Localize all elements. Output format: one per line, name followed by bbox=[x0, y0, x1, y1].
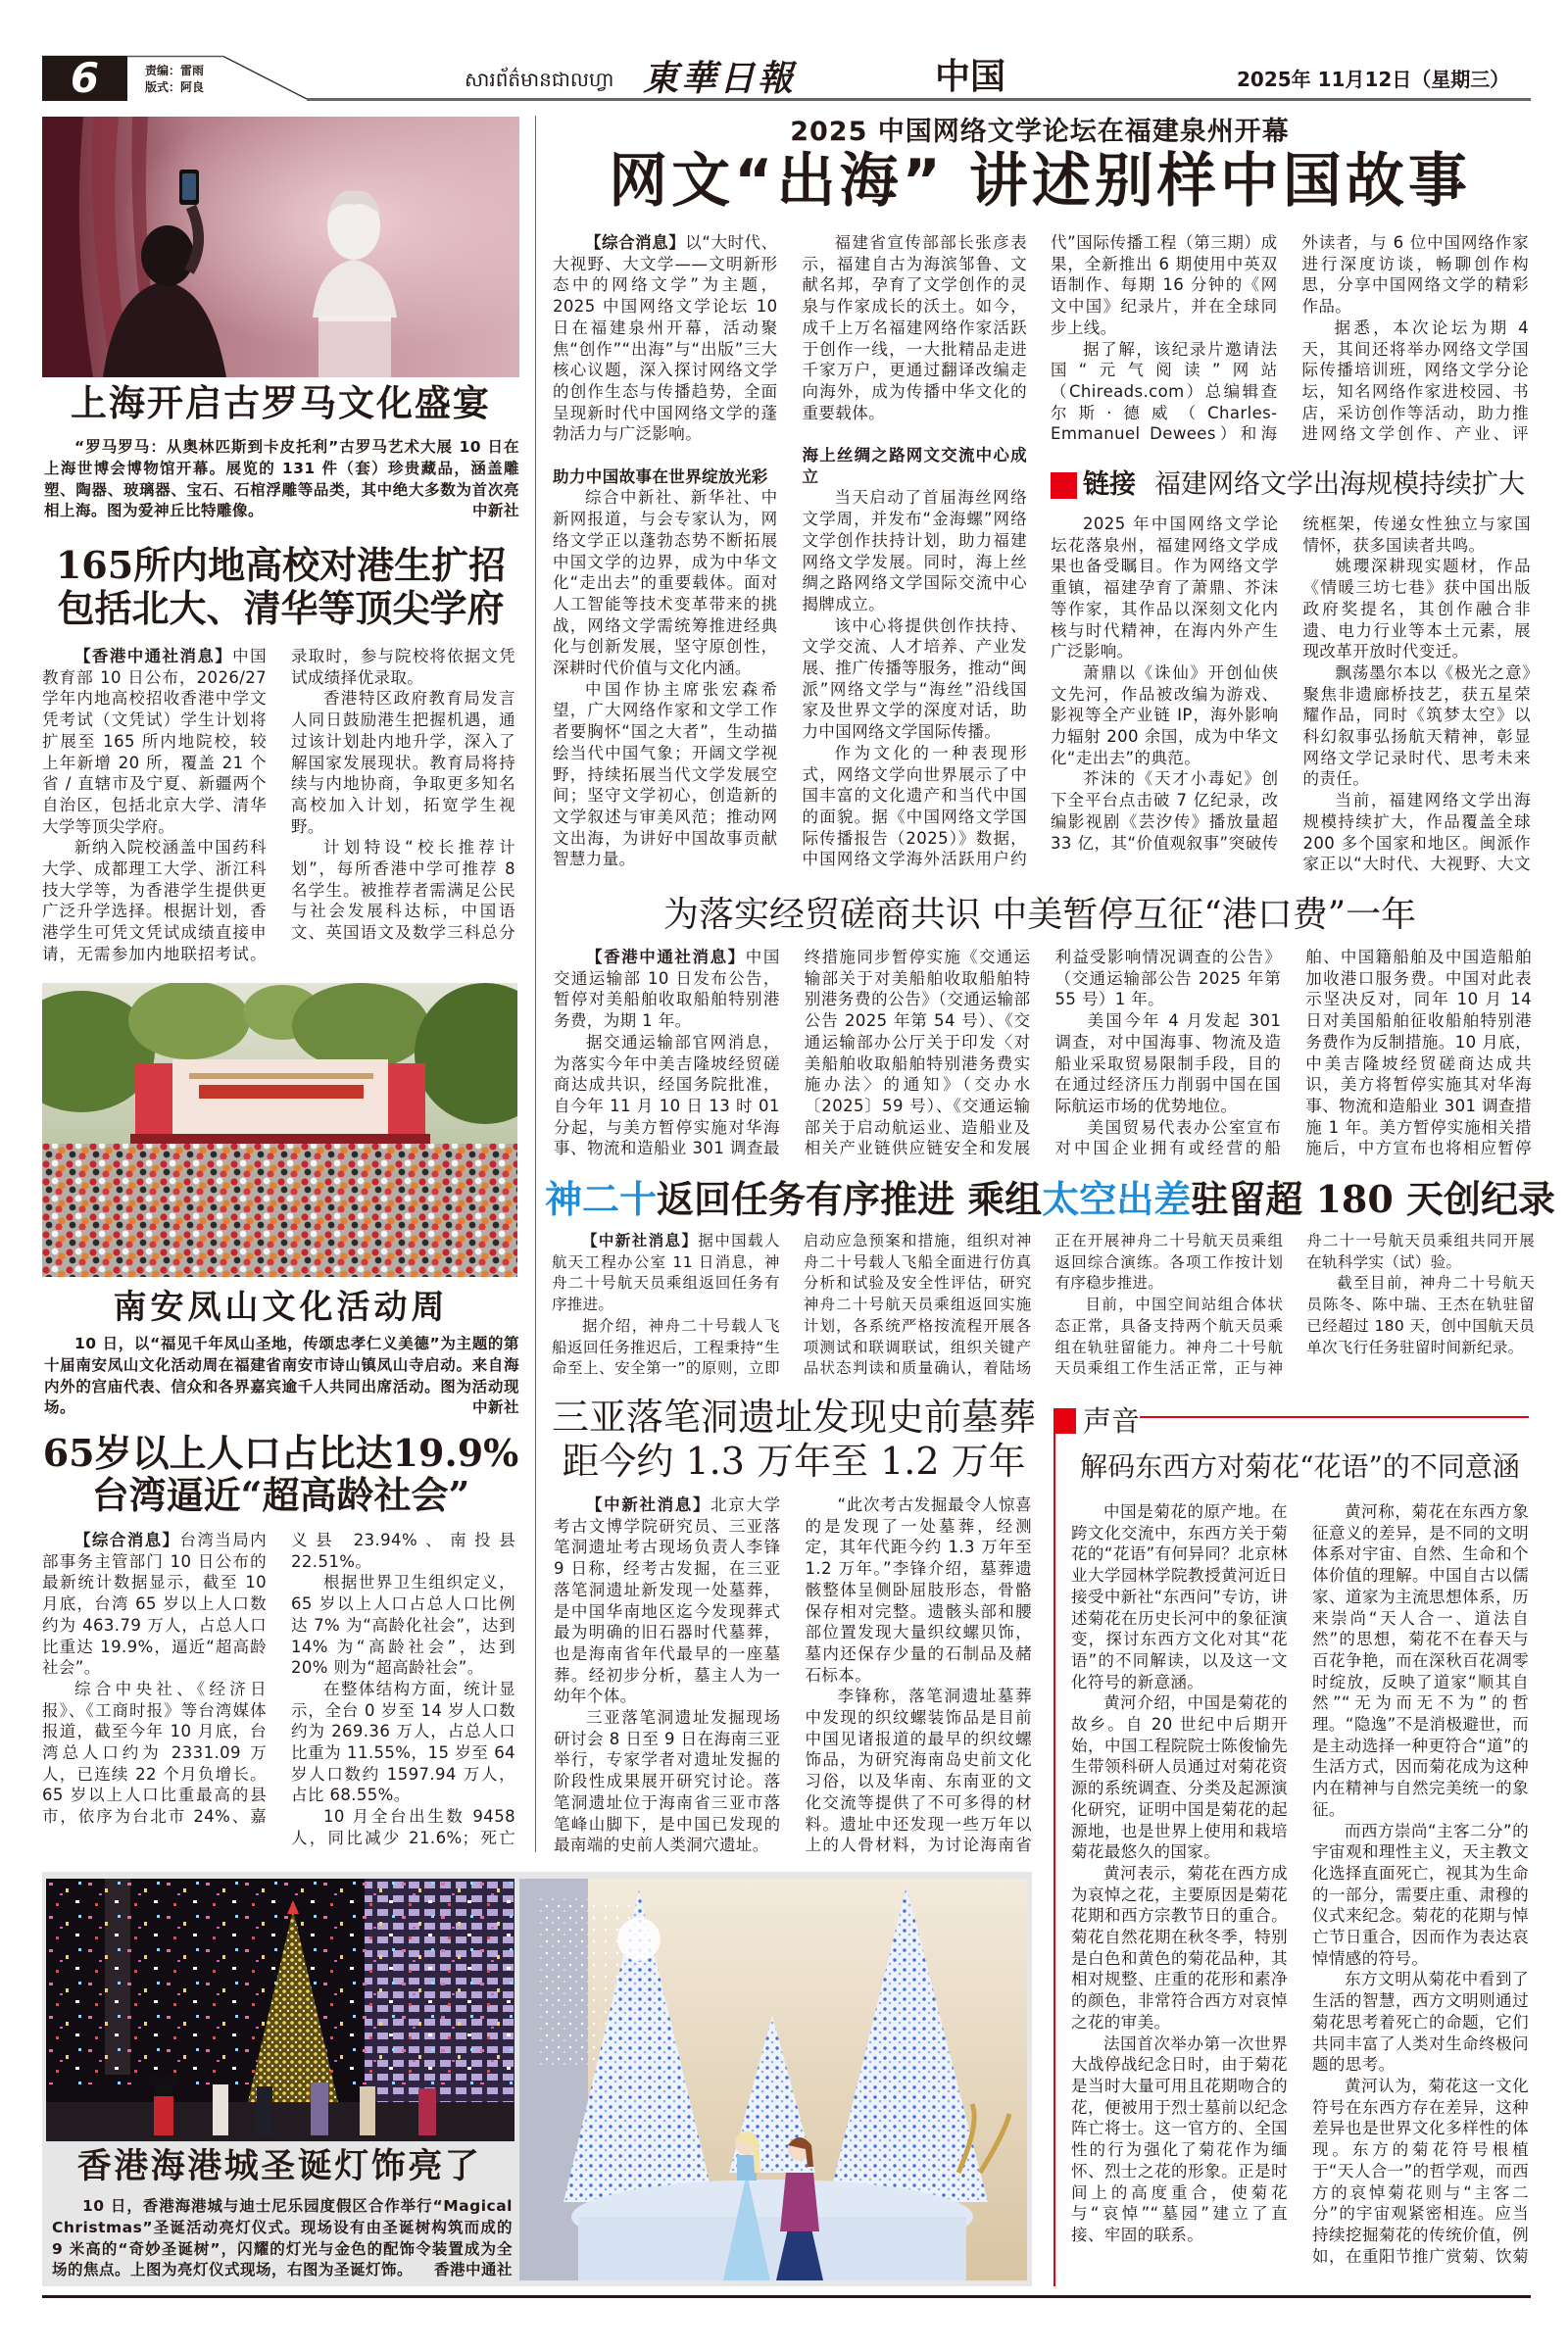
paragraph: 美国贸易代表办公室宣布对中国企业拥有或经营的船舶、中国籍船舶及中国造船舶加收港口服务费。中国对此表示坚决反对，同年 10 月 14 日对美国船舶征收船舶特别港务费作为反制措施。10 月底，中美吉隆坡经贸磋商达成共识，美方将暂停实施其对华海事、物流和造船业 301 调查措施 1 年。美方暂停实施相关措施后，中方宣布也将相应暂停 bbox=[1054, 948, 1532, 1158]
paragraph: 香港特区政府教育局发言人同日鼓励港生把握机遇，通过该计划赴内地升学，深入了解国家发展现状。教育局将持续与内地协商，争取更多知名高校加入计划，拓宽学生视野。 bbox=[291, 689, 515, 836]
headline-line: 65岁以上人口占比达19.9% bbox=[42, 1431, 519, 1475]
dateline: 【综合消息】 bbox=[585, 233, 686, 252]
caption-text: 10 日，香港海港城与迪士尼乐园度假区合作举行“Magical Christmas”圣诞活动亮灯仪式。现场设有由圣诞树构筑而成的 9 米高的“奇妙圣诞树”，闪耀的灯光与金色的配饰令装置成为全场的焦点。上图为亮灯仪式现场，右图为圣诞灯饰。 bbox=[52, 2197, 513, 2279]
paragraph: 代”国际传播工程（第三期）成果，全新推出 6 期使用中英双语制作、每期 16 分钟的《网文中国》纪录片，并在全球同步上线。 bbox=[1051, 233, 1278, 337]
paragraph: 10 月全台出生数 9458 人，同比减少 21.6%；死亡 bbox=[291, 1807, 515, 1847]
paragraph: 中国作协主席张宏森希望，广大网络作家和文学工作者要胸怀“国之大者”，生动描绘当代中国气象；开阔文学视野，持续拓展当代文学发展空间；坚守文学初心，创造新的文学叙述与审美风范；推动网文出海，为讲好中国故事贡献智慧力量。 bbox=[553, 679, 778, 869]
caption-text: 10 日，以“福见千年凤山圣地，传颂忠孝仁义美德”为主题的第十届南安凤山文化活动周在福建省南安市诗山镇凤山寺启动。来自海内外的宫庙代表、信众和各界嘉宾逾千人共同出席活动。图为活动现场。 bbox=[44, 1335, 519, 1417]
headline-line: 台湾逼近“超高龄社会” bbox=[91, 1473, 470, 1517]
masthead-logo: 東華日報 bbox=[643, 58, 797, 99]
voice-body bbox=[1071, 1501, 1529, 2268]
taiwan-aging-headline bbox=[42, 1432, 519, 1516]
dateline: 【中新社消息】 bbox=[586, 1495, 711, 1514]
paragraph bbox=[42, 646, 267, 837]
paragraph: 法国首次举办第一次世界大战停战纪念日时，由于菊花是当时大量可用且花期吻合的花，便被用于烈士墓前以纪念阵亡将士。这一官方的、全国性的行为强化了菊花作为缅怀、烈士之花的形象。正是时间上的高度重合，使菊花与“哀悼”“墓园”建立了直接、牢固的联系。 bbox=[1071, 2034, 1288, 2244]
hk-universities-body bbox=[42, 646, 515, 966]
paragraph: “此次考古发掘最令人惊喜的是发现了一处墓葬，经测定，其年代距今约 1.3 万年至 1.2 万年。”李锋介绍，墓葬遗骸整体呈侧卧屈肢形态，骨骼保存相对完整。遗骸头部和腰部位置发现大量织纹螺贝饰，墓内还保存少量的石制品及赭石标本。 bbox=[805, 1495, 1032, 1685]
paragraph: 该中心将提供创作扶持、文学交流、人才培养、产业发展、推广传播等服务，推动“闽派”网络文学与“海丝”沿线国家及世界文学的深度对话，助力中国网络文学国际传播。 bbox=[802, 615, 1027, 742]
masthead-khmer: សារព័ត៌មានជាលហ្វា bbox=[465, 68, 614, 91]
paragraph: 新纳入院校涵盖中国药科大学、成都理工大学、浙江科技大学等，为香港学生提供更广泛升学选择。根据计划，香港学生可凭文凭试成绩直接申请，无需参加内地联招考试。录取时，参与院校将依据文凭试成绩择优录取。 bbox=[42, 647, 515, 963]
shenzhou-body bbox=[552, 1231, 1535, 1381]
paragraph: 在整体结构方面，统计显示，全台 0 岁至 14 岁人口数约为 269.36 万人，占总人口比重为 11.55%，15 岁至 64 岁人口数约 1597.94 万人，占比 68.55%。 bbox=[291, 1679, 515, 1805]
paragraph: 综合中新社、新华社、中新网报道，与会专家认为，网络文学正以蓬勃态势不断拓展中国文学的边界，成为中华文化“走出去”的重要载体。面对人工智能等技术变革带来的挑战，网络文学需统筹推进经典化与创新发展，坚守原创性，深耕时代价值与文化内涵。 bbox=[553, 488, 778, 678]
column-divider bbox=[535, 116, 536, 1852]
voice-border bbox=[1054, 1408, 1055, 2286]
paragraph: 姚瓔深耕现实题材，作品《情暖三坊七巷》获中国出版政府奖提名，其创作融合非遗、电力行业等本土元素，展现改革开放时代变迁。 bbox=[1302, 557, 1531, 662]
photo-credit: 香港中通社 bbox=[433, 2261, 513, 2279]
dateline: 【香港中通社消息】 bbox=[586, 948, 746, 966]
headline-line: 包括北大、清华等顶尖学府 bbox=[57, 586, 505, 630]
nanan-photo-caption bbox=[44, 1334, 519, 1419]
dateline: 【综合消息】 bbox=[74, 1531, 180, 1549]
headline-line: 165所内地高校对港生扩招 bbox=[55, 543, 507, 587]
section-marker-icon bbox=[1051, 472, 1077, 499]
lead-article-body bbox=[553, 232, 1027, 871]
page-bottom-rule bbox=[42, 2295, 1531, 2298]
caption-text: “罗马罗马：从奥林匹斯到卡皮托利”古罗马艺术大展 10 日在上海世博会博物馆开幕。展览的 131 件（套）珍贵藏品，涵盖雕塑、陶器、玻璃器、宝石、石棺浮雕等品类，其中绝大多数为首次亮相上海。图为爱神丘比特雕像。 bbox=[44, 438, 519, 520]
paragraph: 黄河表示，菊花在西方成为哀悼之花，主要原因是菊花花期和西方宗教节日的重合。菊花自然花期在秋冬季，特别是白色和黄色的菊花品种，其相对规整、庄重的花形和素净的颜色，非常符合西方对哀悼之花的审美。 bbox=[1071, 1863, 1288, 2032]
christmas-photo-caption bbox=[52, 2196, 513, 2281]
paragraph-text: 据中国载人航天工程办公室 11 日消息，神舟二十号航天员乘组返回任务有序推进。 bbox=[552, 1232, 780, 1314]
rome-photo-title: 上海开启古罗马文化盛宴 bbox=[71, 381, 491, 424]
rome-photo-caption bbox=[44, 437, 519, 522]
nanan-festival-photo bbox=[42, 983, 517, 1277]
paragraph-text: 以“大时代、大视野、大文学——文明新形态中的网络文学”为主题，2025 中国网络文学论坛 10 日在福建泉州开幕，活动聚焦“创作”“出海”与“出版”三大核心议题，深入探讨网络文学的创作生态与传播趋势，全面呈现新时代中国网络文学的蓬勃活力与广泛影响。 bbox=[553, 233, 778, 444]
paragraph: 计划特设“校长推荐计划”，每所香港中学可推荐 8 名学生。被推荐者需满足公民与社会发展科达标，中国语文、英国语文及数学三科总分 bbox=[291, 838, 515, 943]
paragraph-text: 中国交通运输部 10 日发布公告，暂停对美船舶收取船舶特别港务费，为期 1 年。 bbox=[554, 948, 780, 1031]
paragraph bbox=[553, 232, 778, 445]
paragraph: 东方文明从菊花中看到了生活的智慧，西方文明则通过菊花思考着死亡的命题，它们共同丰富了人类对生命终极问题的思考。 bbox=[1312, 1970, 1529, 2075]
paragraph: 中国是菊花的原产地。在跨文化交流中，东西方关于菊花的“花语”有何异同？北京林业大学园林学院教授黄河近日接受中新社“东西问”专访，讲述菊花在历史长河中的象征演变，探讨东西方文化对其“花语”的不同解读，以及这一文化符号的新意涵。 bbox=[1071, 1502, 1288, 1691]
sanya-body bbox=[554, 1494, 1032, 1857]
paragraph-text: 台湾当局内部事务主管部门 10 日公布的最新统计数据显示，截至 10 月底，台湾 65 岁以上人口数约为 463.79 万人，占总人口比重达 19.9%，逼近“超高龄社会”。 bbox=[42, 1531, 268, 1678]
lead-article-body-continued bbox=[1051, 232, 1529, 446]
paragraph: 当前，福建网络文学出海规模持续扩大，作品覆盖全球 200 多个国家和地区。闽派作家正以“大时代、大视野、大文 bbox=[1302, 791, 1531, 874]
christmas-photo-title: 香港海港城圣诞灯饰亮了 bbox=[76, 2146, 482, 2186]
page-number: 6 bbox=[42, 56, 127, 101]
paragraph: 萧鼎以《诛仙》开创仙侠文先河，作品被改编为游戏、影视等全产业链 IP，海外影响力辐射 200 余国，成为中华文化“走出去”的典范。 bbox=[1051, 662, 1279, 767]
headline-line: 三亚落笔洞遗址发现史前墓葬 bbox=[551, 1396, 1036, 1439]
christmas-ceremony-photo bbox=[46, 1879, 514, 2141]
paragraph bbox=[554, 947, 780, 1032]
voice-label: 声音 bbox=[1083, 1404, 1141, 1438]
voice-title: 解码东西方对菊花“花语”的不同意涵 bbox=[1080, 1450, 1520, 1483]
headline-segment: 返回任务有序推进 乘组 bbox=[657, 1177, 1043, 1221]
layout-credit: 版式：阿良 bbox=[145, 80, 205, 94]
paragraph: 黄河认为，菊花这一文化符号在东西方存在差异，这种差异也是世界文化多样性的体现。东方的菊花符号根植于“天人合一”的哲学观，而西方的哀悼菊花则与“主客二分”的宇宙观紧密相连。应当持续挖掘菊花的传统价值，例如，在重阳节推广赏菊、饮菊 bbox=[1312, 2076, 1529, 2266]
paragraph: 据介绍，神舟二十号载人飞船返回任务推迟后，工程秉持“生命至上、安全第一”的原则，立即启动应急预案和措施，组织对神舟二十号载人飞船全面进行仿真分析和试验及安全性评估，研究神舟二十号航天员乘组返回实施计划，各系统严格按流程开展各项测试和联调联试，组织关键产品状态判读和质量确认，着陆场正在开展神舟二十号航天员乘组返回综合演练。各项工作按计划有序稳步推进。 bbox=[552, 1232, 1284, 1378]
voice-label-rule bbox=[1140, 1416, 1529, 1418]
subheading: 海上丝绸之路网文交流中心成立 bbox=[802, 446, 1027, 486]
headline-highlight: 神二十 bbox=[545, 1177, 658, 1221]
paragraph: 作为文化的一种表现形式，网络文学向世界展示了中国丰富的文化遗产和当代中国的面貌。据《中国网络文学国际传播报告（2025）》数据，中国网络文学海外活跃用户约 bbox=[802, 743, 1027, 869]
taiwan-aging-body bbox=[42, 1530, 515, 1850]
paragraph bbox=[552, 1231, 780, 1316]
paragraph bbox=[554, 1494, 781, 1707]
shenzhou-headline bbox=[545, 1176, 1556, 1223]
paragraph: 据了解，该纪录片邀请法国“元气阅读”网站（Chireads.com）总编辑查尔斯·德威（Charles-Emmanuel Dewees）和海外读者，与 6 位中国网络作家进行深度访谈，畅聊创作构思，分享中国网络文学的精彩作品。 bbox=[1051, 233, 1529, 444]
paragraph: 美国今年 4 月发起 301 调查，对中国海事、物流及造船业采取贸易限制手段，目的在通过经济压力削弱中国在国际航运市场的优势地位。 bbox=[1054, 1011, 1282, 1115]
paragraph: 截至目前，神舟二十号航天员陈冬、陈中瑞、王杰在轨驻留已经超过 180 天，创中国航天员单次飞行任务驻留时间新纪录。 bbox=[1306, 1274, 1535, 1356]
lead-article-kicker: 2025 中国网络文学论坛在福建泉州开幕 bbox=[790, 117, 1290, 147]
paragraph: 飘荡墨尔本以《极光之意》聚焦非遗廊桥技艺，获五星荣耀作品，同时《筑梦太空》以科幻叙事弘扬航天精神，彰显网络文学记录时代、思考未来的责任。 bbox=[1302, 662, 1531, 789]
paragraph: 据交通运输部官网消息，为落实今年中美吉隆坡经贸磋商达成共识，经国务院批准，自今年 11 月 10 日 13 时 01 分起，与美方暂停实施对华海事、物流和造船业 301 调查最终措施同步暂停实施《交通运输部关于对美船舶收取船舶特别港务费的公告》（交通运输部公告 2025 年第 54 号）、《交通运输部办公厅关于印发〈对美船舶收取船舶特别港务费实施办法〉的通知》（交办水〔2025〕59 号）、《交通运输部关于启动航运业、造船业及相关产业链供应链安全和发展利益受影响情况调查的公告》（交通运输部公告 2025 年第 55 号）1 年。 bbox=[554, 948, 1282, 1158]
paragraph: 李锋称，落笔洞遗址墓葬中发现的织纹螺装饰品是目前中国见诸报道的最早的织纹螺饰品，为研究海南岛史前文化习俗，以及华南、东南亚的文化交流等提供了不可多得的材料。遗址中还发现一些万年以上的人骨材料，为讨论海南省 bbox=[805, 1687, 1032, 1855]
christmas-decoration-photo bbox=[519, 1879, 1027, 2280]
paragraph bbox=[42, 1530, 267, 1679]
link-box-label: 链接 bbox=[1083, 469, 1136, 500]
photo-credit: 中新社 bbox=[471, 502, 519, 520]
paragraph: 福建省宣传部部长张彦表示，福建自古为海滨邹鲁、文献名邦，孕育了文学创作的灵泉与作家成长的沃土。如今，成千上万名福建网络作家活跃于创作一线，一大批精品走进千家万户，更通过翻译改编走向海外，成为传播中华文化的重要载体。 bbox=[802, 233, 1027, 422]
paragraph-text: 中国教育部 10 日公布，2026/27 学年内地高校招收香港中学文凭考试（文凭试）学生计划将扩展至 165 所内地院校，较上年新增 20 所，覆盖 21 个省 / 直辖市及宁夏、新疆两个自治区，包括北京大学、清华大学等顶尖学府。 bbox=[42, 647, 267, 836]
editor-credit: 责编：雷雨 bbox=[145, 64, 205, 77]
dateline: 【中新社消息】 bbox=[582, 1232, 699, 1250]
stage-backdrop bbox=[130, 1059, 430, 1146]
section-marker-icon bbox=[1054, 1408, 1076, 1434]
paragraph: 综合中央社、《经济日报》、《工商时报》等台湾媒体报道，截至今年 10 月底，台湾总人口约为 2331.09 万人，已连续 22 个月负增长。65 岁以上人口比重最高的县市，依序为台北市 24%、嘉义县 23.94%、南投县 22.51%。 bbox=[42, 1531, 515, 1827]
dateline: 【香港中通社消息】 bbox=[74, 647, 233, 665]
hk-universities-headline bbox=[42, 544, 519, 630]
rome-statue-photo bbox=[42, 117, 519, 377]
sanya-headline bbox=[549, 1396, 1039, 1484]
lead-article-headline: 网文“出海” 讲述别样中国故事 bbox=[609, 147, 1471, 216]
paragraph: 而西方崇尚“主客二分”的宇宙观和理性主义，天主教文化选择直面死亡，视其为生命的一部分，需要庄重、肃穆的仪式来纪念。菊花的花期与悼亡节日重合，因而作为表达哀悼情感的符号。 bbox=[1312, 1821, 1529, 1968]
paragraph: 根据世界卫生组织定义，65 岁以上人口占总人口比例达 7% 为“高龄化社会”，达到 14% 为“高龄社会”，达到 20% 则为“超高龄社会”。 bbox=[291, 1573, 515, 1678]
paragraph: 芥沫的《天才小毒妃》创下全平台点击破 7 亿纪录，改编影视剧《芸汐传》播放量超 33 亿，其“价值观叙事”突破传统框架，传递女性独立与家国情怀，获多国读者共鸣。 bbox=[1051, 514, 1531, 853]
paragraph: 目前，中国空间站组合体状态正常，具备支持两个航天员乘组在轨驻留能力。神舟二十号航天员乘组工作生活正常，正与神舟二十一号航天员乘组共同开展在轨科学实（试）验。 bbox=[1054, 1232, 1535, 1378]
link-box-body bbox=[1051, 514, 1531, 876]
headline-line: 距今约 1.3 万年至 1.2 万年 bbox=[562, 1440, 1026, 1483]
paragraph-text: 北京大学考古文博学院研究员、三亚落笔洞遗址考古现场负责人李锋 9 日称，经考古发掘，在三亚落笔洞遗址新发现一处墓葬，是中国华南地区迄今发现葬式最为明确的旧石器时代墓葬，也是海南省年代最早的一座墓葬。经初步分析，墓主人为一幼年个体。 bbox=[554, 1495, 781, 1706]
paragraph: 黄河称，菊花在东西方象征意义的差异，是不同的文明体系对宇宙、自然、生命和个体价值的理解。中国自古以儒家、道家为主流思想体系，历来崇尚“天人合一、道法自然”的思想，菊花不在春天与百花争艳，而在深秋百花凋零时绽放，反映了道家“顺其自然”“无为而无不为”的哲理。“隐逸”不是消极避世，而是主动选择一种更符合“道”的生活方式，因而菊花成为这种内在精神与自然完美统一的象征。 bbox=[1312, 1502, 1529, 1819]
section-title: 中国 bbox=[935, 57, 1006, 97]
photo-credit: 中新社 bbox=[471, 1398, 519, 1417]
paragraph: 黄河介绍，中国是菊花的故乡。自 20 世纪中后期开始，中国工程院院士陈俊愉先生带领科研人员通过对菊花资源的系统调查、分类及起源演化研究，证明中国是菊花的起源地，也是世界上使用和栽培菊花最悠久的国家。 bbox=[1071, 1693, 1288, 1862]
crowd bbox=[42, 1144, 517, 1277]
paragraph: 三亚落笔洞遗址发掘现场研讨会 8 日至 9 日在海南三亚举行，专家学者对遗址发掘的阶段性成果展开研究讨论。落笔洞遗址位于海南省三亚市落笔峰山脚下，是中国已发现的最南端的史前人类洞穴遗址。 bbox=[554, 1708, 781, 1855]
paragraph: 当天启动了首届海丝网络文学周，并发布“金海螺”网络文学创作扶持计划，助力福建网络文学发展。同时，海上丝绸之路网络文学国际交流中心揭牌成立。 bbox=[802, 488, 1027, 613]
link-box-title: 福建网络文学出海规模持续扩大 bbox=[1154, 469, 1525, 500]
port-fee-body bbox=[554, 947, 1532, 1160]
nanan-photo-title: 南安凤山文化活动周 bbox=[113, 1288, 449, 1327]
issue-date: 2025年 11月12日（星期三） bbox=[1237, 68, 1510, 91]
subheading: 助力中国故事在世界绽放光彩 bbox=[553, 466, 768, 486]
headline-segment: 驻留超 180 天创纪录 bbox=[1191, 1177, 1556, 1221]
paragraph: 据悉，本次论坛为期 4 天，其间还将举办网络文学国际传播培训班，网络文学分论坛，知名网络作家进校园、书店，采访创作等活动，助力推进网络文学创作、产业、评 bbox=[1301, 318, 1529, 444]
paragraph: 2025 年中国网络文学论坛花落泉州，福建网络文学成果也备受瞩目。作为网络文学重镇，福建孕育了萧鼎、芥沫等作家，其作品以深刻文化内核与时代精神，在海内外产生广泛影响。 bbox=[1051, 514, 1279, 662]
headline-highlight: 太空出差 bbox=[1042, 1177, 1192, 1221]
port-fee-headline: 为落实经贸磋商共识 中美暂停互征“港口费”一年 bbox=[662, 895, 1417, 935]
